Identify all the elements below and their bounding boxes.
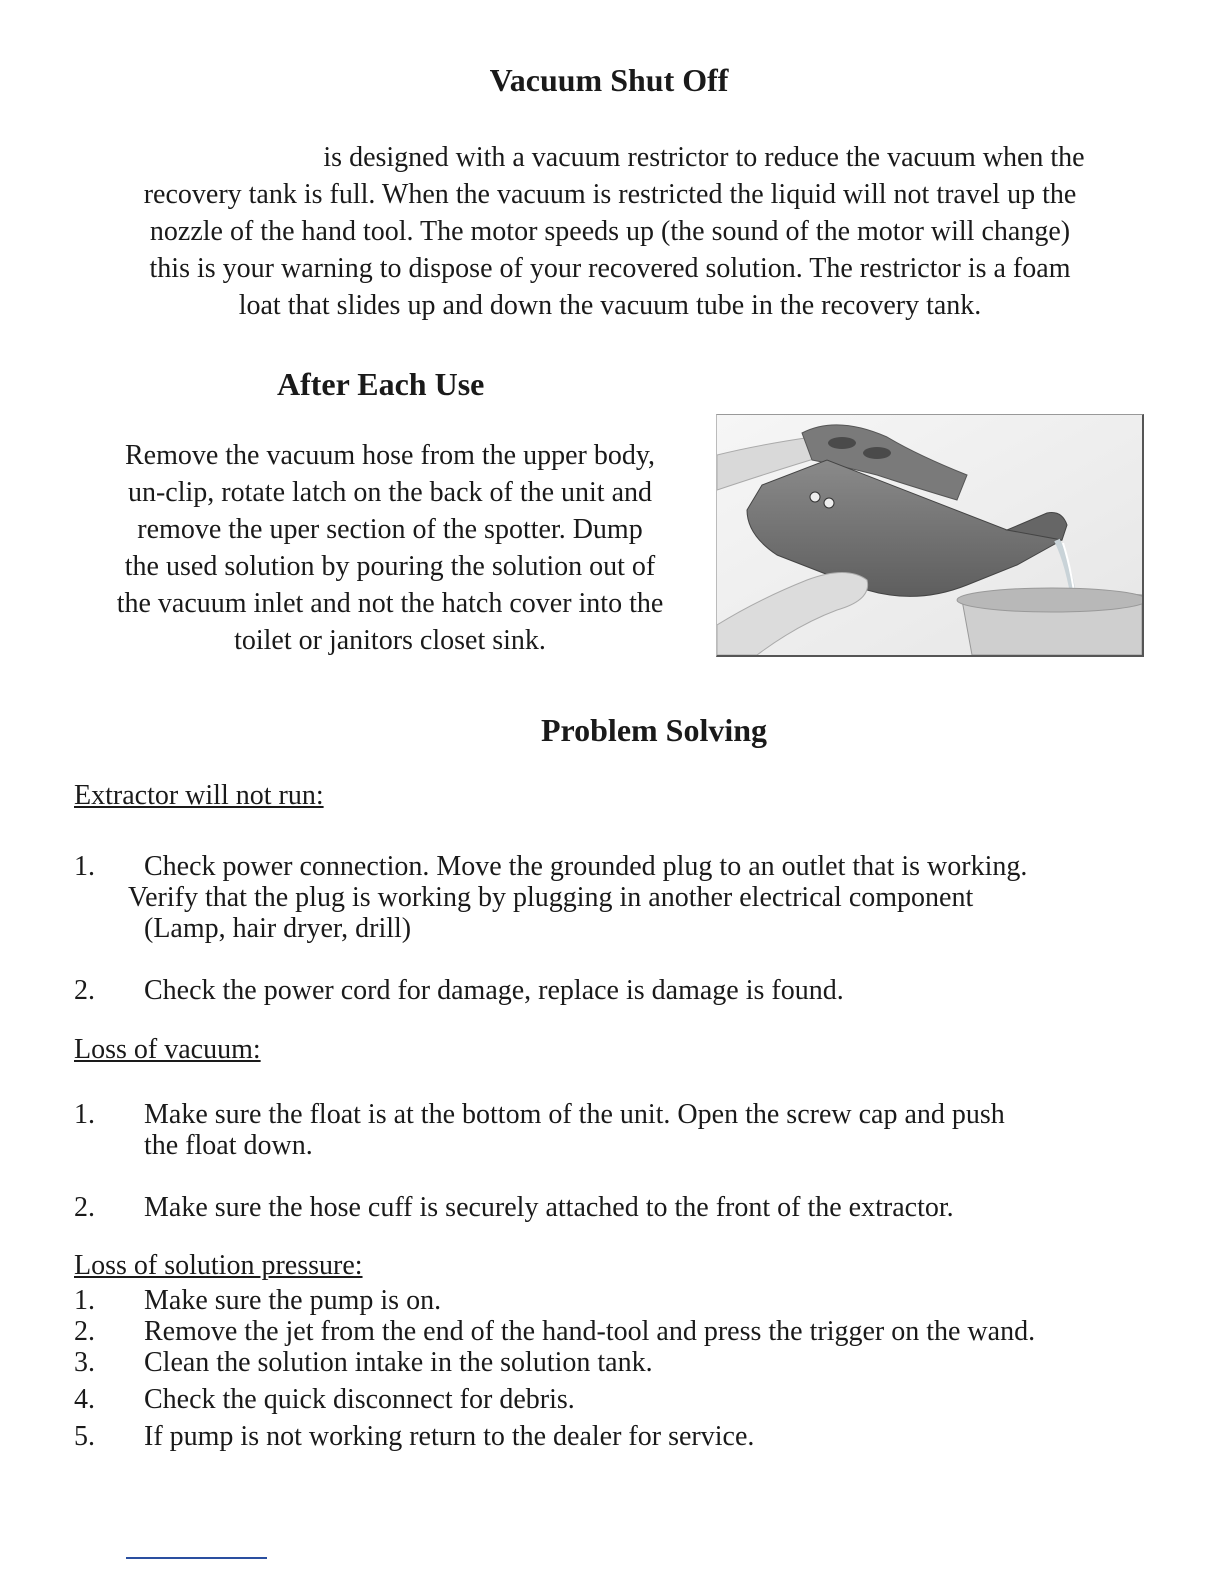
vac-line-3: nozzle of the hand tool. The motor speeds up (the sound of the motor will change) [149,216,1071,247]
list-item-text: Verify that the plug is working by plugging in another electrical component [128,882,974,913]
list-item-number: 2. [74,1316,95,1347]
footer-rule [126,1557,267,1559]
vac-line-5: loat that slides up and down the vacuum tube in the recovery tank. [238,290,982,321]
list-item-text: Make sure the float is at the bottom of the unit. Open the screw cap and push [144,1099,1005,1130]
after-each-use-heading: After Each Use [277,366,485,402]
vacuum-shut-off-heading: Vacuum Shut Off [489,62,729,98]
emptying-spotter-photo [716,414,1144,657]
list-item-text: the float down. [144,1130,313,1161]
list-item-text: Check the quick disconnect for debris. [144,1384,575,1415]
after-line-4: the used solution by pouring the solution out of [124,551,656,582]
after-line-2: un-clip, rotate latch on the back of the unit and [127,477,653,508]
list-item-number: 1. [74,1285,95,1316]
after-line-5: the vacuum inlet and not the hatch cover into the [116,588,664,619]
list-item-number: 1. [74,1099,95,1130]
list-item-text: Make sure the hose cuff is securely attached to the front of the extractor. [144,1192,954,1223]
list-item-number: 3. [74,1347,95,1378]
after-line-3: remove the uper section of the spotter. Dump [137,514,643,545]
vac-line-1: is designed with a vacuum restrictor to reduce the vacuum when the [323,142,1085,173]
list-item-number: 1. [74,851,95,882]
list-item-text: Remove the jet from the end of the hand-tool and press the trigger on the wand. [144,1316,1036,1347]
list-item-text: If pump is not working return to the dealer for service. [144,1421,755,1452]
vac-line-2: recovery tank is full. When the vacuum is restricted the liquid will not travel up the [143,179,1077,210]
list-item-number: 2. [74,1192,95,1223]
list-item-text: Clean the solution intake in the solution tank. [144,1347,653,1378]
list-item-text: Make sure the pump is on. [144,1285,442,1316]
loss-of-vacuum-heading: Loss of vacuum: [74,1034,261,1065]
after-line-6: toilet or janitors closet sink. [234,625,546,656]
list-item-text: Check power connection. Move the grounded plug to an outlet that is working. [144,851,1028,882]
extractor-will-not-run-heading: Extractor will not run: [74,780,324,811]
spotter-illustration [717,415,1142,655]
vacuum-shut-off-paragraph [80,139,1140,324]
problem-solving-heading: Problem Solving [540,712,768,748]
list-item-number: 5. [74,1421,95,1452]
after-each-use-paragraph [80,437,700,659]
list-item-number: 2. [74,975,95,1006]
loss-of-solution-pressure-heading: Loss of solution pressure: [74,1250,363,1281]
list-item-text: (Lamp, hair dryer, drill) [144,913,412,944]
list-item-number: 4. [74,1384,95,1415]
vac-line-4: this is your warning to dispose of your recovered solution. The restrictor is a foam [149,253,1071,284]
list-item-text: Check the power cord for damage, replace is damage is found. [144,975,844,1006]
after-line-1: Remove the vacuum hose from the upper body, [124,440,656,471]
